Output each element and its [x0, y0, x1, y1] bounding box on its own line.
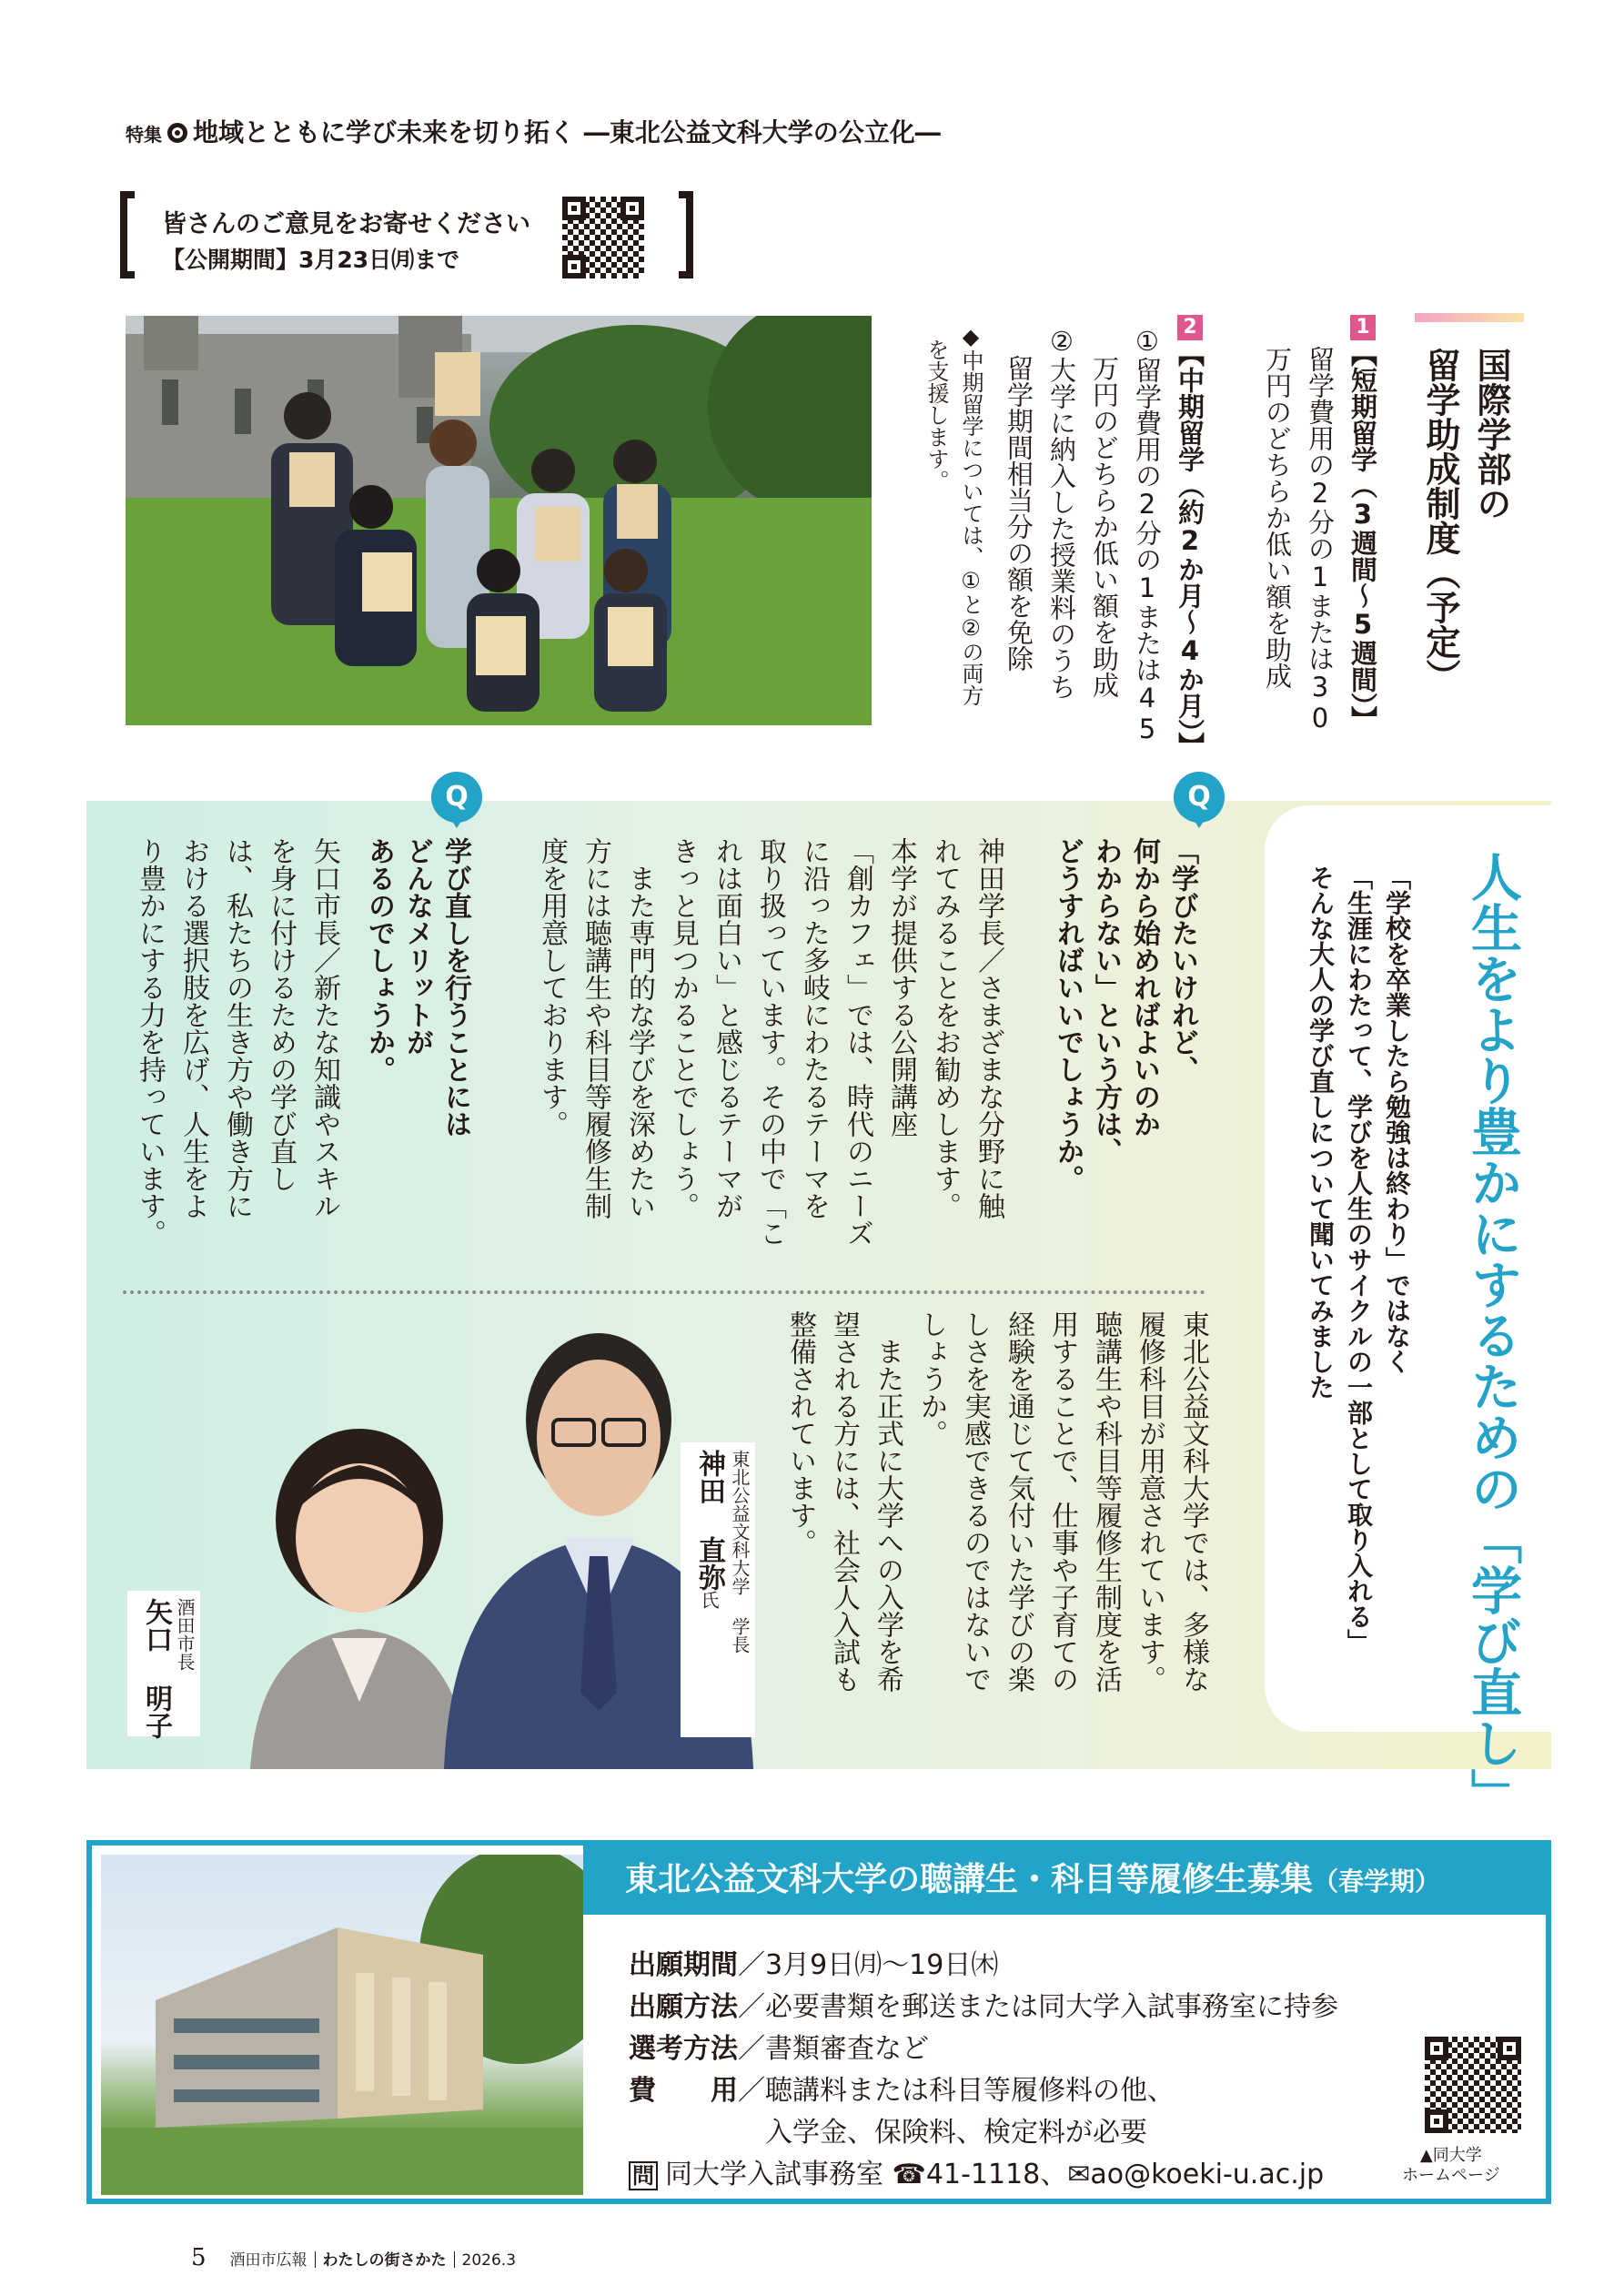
answer-1-cont-col2: 履修科目が用意されています。 — [1134, 1310, 1165, 1693]
answer-1-cont-col9: 望される方には、社会人入試も — [828, 1310, 860, 1693]
answer-1-cont-col3: 聴講生や科目等履修生制度を活 — [1090, 1310, 1122, 1693]
application-period-label: 出願期間 — [629, 1949, 738, 1981]
lead-sub-line3: そんな大人の学び直しについて聞いてみました — [1306, 865, 1336, 1400]
answer-1-block — [519, 837, 1010, 1274]
answer-2-col5: り豊かにする力を持っています。 — [134, 837, 166, 1247]
answer-1-col11: 度を用意しております。 — [536, 837, 568, 1138]
scholarship-note-line1: ◆中期留学については、①と②の両方 — [958, 324, 983, 706]
application-period-value: ／3月9日㈪～19日㈭ — [738, 1949, 999, 1981]
feature-tag: 特集 — [126, 124, 162, 146]
selection-method-row — [629, 2026, 929, 2066]
mid-term-title-text: 【中期留学（約2か月～4か月）】 — [1175, 340, 1205, 759]
question-2-line1: 学び直しを行うことには — [439, 837, 471, 1138]
scholarship-heading — [1415, 348, 1517, 693]
application-period-row — [629, 1942, 998, 1982]
lead-sub-line1: 「学校を卒業したら勉強は終わり」ではなく — [1382, 865, 1412, 1374]
heading-accent-bar — [1415, 313, 1524, 322]
answer-2-col2: を身に付けるための学び直し — [265, 837, 297, 1192]
answer-1-col6: 取り扱っています。その中で「こ — [754, 837, 786, 1247]
short-term-title — [1342, 315, 1384, 733]
question-badge-2: Q — [431, 772, 482, 823]
lead-title: 人生をより豊かにするための「学び直し」 — [1463, 851, 1522, 1819]
university-qr-code-icon[interactable] — [1425, 2037, 1521, 2133]
scholarship-heading-line1: 国際学部の — [1471, 348, 1511, 521]
question-1-line3: わからない」という方は、 — [1090, 837, 1122, 1165]
left-bracket — [120, 191, 135, 278]
president-nameplate — [681, 1442, 755, 1737]
lead-subtitle — [1301, 865, 1416, 1729]
question-2-line3: あるのでしょうか。 — [363, 837, 395, 1083]
answer-1-col4: 「創カフェ」では、時代のニーズ — [842, 837, 873, 1247]
inquiry-row — [629, 2151, 1324, 2191]
answer-1-cont-col5: 経験を通じて気付いた学びの楽 — [1003, 1310, 1034, 1693]
answer-1-cont-col1: 東北公益文科大学では、多様な — [1177, 1310, 1209, 1693]
application-method-label: 出願方法 — [629, 1991, 738, 2023]
recruitment-title: 東北公益文科大学の聴講生・科目等履修生募集 — [625, 1861, 1314, 1898]
answer-1-col2: れてみることをお勧めします。 — [929, 837, 961, 1219]
president-name-group — [691, 1450, 726, 1609]
answer-1-col7: れは面白い」と感じるテーマが — [711, 837, 742, 1219]
qr-code-icon[interactable] — [562, 197, 644, 278]
mid-term-line3: ②大学に納入した授業料のうち — [1046, 326, 1077, 700]
selection-method-label: 選考方法 — [629, 2033, 738, 2065]
question-1-line2: 何から始めればよいのか — [1128, 837, 1160, 1138]
number-badge-1: 1 — [1350, 315, 1376, 340]
fee-value: ／聴講料または科目等履修料の他、 — [738, 2075, 1175, 2107]
page-footer — [191, 2244, 516, 2271]
fee-row-2: 入学金、保険料、検定料が必要 — [765, 2117, 1147, 2149]
answer-2-col1: 矢口市長／新たな知識やスキル — [308, 837, 340, 1219]
footer-title: わたしの街さかた — [322, 2251, 447, 2270]
fee-label: 費 用 — [629, 2075, 738, 2107]
answer-1-cont-col7: しょうか。 — [915, 1310, 947, 1447]
students-abroad-photo — [126, 316, 872, 725]
short-term-title-text: 【短期留学（3週間～5週間）】 — [1347, 340, 1378, 733]
question-1-line1: 「学びたいけれど、 — [1166, 837, 1198, 1083]
mid-term-title — [1169, 315, 1211, 759]
application-method-row — [629, 1984, 1338, 2024]
question-badge-1: Q — [1174, 772, 1225, 823]
short-term-line2: 万円のどちらか低い額を助成 — [1262, 346, 1293, 689]
answer-1-col9: また専門的な学びを深めたい — [623, 837, 655, 1219]
fee-row — [629, 2068, 1175, 2108]
mid-term-line2: 万円のどちらか低い額を助成 — [1089, 355, 1120, 698]
mid-term-line1: ①留学費用の2分の1または45 — [1132, 326, 1163, 744]
president-title: 東北公益文科大学 学長 — [729, 1450, 751, 1654]
qr-caption-line2: ホームページ — [1402, 2166, 1500, 2185]
lead-sub-line2: 「生涯にわたって、学びを人生のサイクルの一部として取り入れる」 — [1344, 865, 1374, 1654]
footer-date: 2026.3 — [461, 2251, 517, 2270]
inquiry-text: 同大学入試事務室 ☎41-1118、✉ao@koeki-u.ac.jp — [665, 2159, 1325, 2190]
short-term-line1: 留学費用の2分の1または30 — [1305, 346, 1336, 733]
answer-2-col3: は、私たちの生き方や働き方に — [221, 837, 253, 1219]
answer-1-col10: 方には聴講生や科目等履修生制 — [580, 837, 611, 1219]
campus-photo — [101, 1855, 583, 2195]
comment-title: 皆さんのご意見をお寄せください — [162, 210, 530, 238]
answer-1-col8: きっと見つかることでしょう。 — [667, 837, 699, 1219]
application-method-value: ／必要書類を郵送または同大学入試事務室に持参 — [738, 1991, 1338, 2023]
answer-1-cont-col8: また正式に大学への入学を希 — [872, 1310, 903, 1693]
mayor-nameplate — [127, 1591, 200, 1739]
answer-1-cont-col10: 整備されています。 — [784, 1310, 816, 1556]
recruitment-box — [86, 1840, 1551, 2204]
mayor-title: 酒田市長 — [174, 1598, 196, 1671]
qr-caption — [1402, 2146, 1500, 2186]
feature-title: 地域とともに学び未来を切り拓く ―東北公益文科大学の公立化― — [193, 117, 941, 147]
feature-header — [126, 113, 941, 149]
mid-term-line4: 留学期間相当分の額を免除 — [1004, 355, 1034, 672]
qr-caption-line1: ▲同大学 — [1419, 2146, 1482, 2165]
president-name: 神田 直弥 — [693, 1450, 725, 1591]
section-divider — [123, 1290, 1205, 1294]
question-2 — [359, 837, 474, 1219]
mayor-name: 矢口 明子 — [140, 1598, 172, 1739]
comment-request-box — [120, 191, 693, 282]
selection-method-value: ／書類審査など — [738, 2033, 929, 2065]
campus-illustration — [101, 1855, 583, 2195]
footer-publication: 酒田市広報 — [229, 2251, 308, 2270]
answer-1-cont-col6: しさを実感できるのではないで — [959, 1310, 991, 1693]
footer-separator — [315, 2251, 316, 2268]
answer-1-continued — [778, 1310, 1215, 1738]
question-1 — [1048, 837, 1201, 1265]
photo-illustration — [126, 316, 872, 725]
question-2-line2: どんなメリットが — [401, 837, 433, 1056]
answer-1-col5: に沿った多岐にわたるテーマを — [798, 837, 830, 1219]
scholarship-note-line2: を支援します。 — [923, 339, 949, 491]
answer-1-col1: 神田学長／さまざまな分野に触 — [973, 837, 1004, 1219]
recruitment-header — [583, 1846, 1546, 1915]
footer-separator-2 — [454, 2251, 455, 2268]
target-icon — [167, 123, 187, 143]
answer-2-col4: おける選択肢を広げ、人生をよ — [177, 837, 209, 1219]
right-bracket — [679, 191, 693, 278]
comment-period: 【公開期間】3月23日㈪まで — [162, 247, 460, 273]
answer-1-col3: 本学が提供する公開講座 — [885, 837, 917, 1138]
answer-2-block — [127, 837, 346, 1274]
answer-1-cont-col4: 用することで、仕事や子育ての — [1046, 1310, 1078, 1693]
recruitment-title-suffix: （春学期） — [1313, 1866, 1441, 1896]
number-badge-2: 2 — [1177, 315, 1203, 340]
question-1-line4: どうすればいいでしょうか。 — [1052, 837, 1084, 1192]
president-honorific: 氏 — [698, 1591, 720, 1609]
scholarship-heading-line2: 留学助成制度（予定） — [1420, 348, 1460, 693]
page-number: 5 — [191, 2244, 207, 2271]
inquiry-icon: 問 — [629, 2161, 658, 2190]
